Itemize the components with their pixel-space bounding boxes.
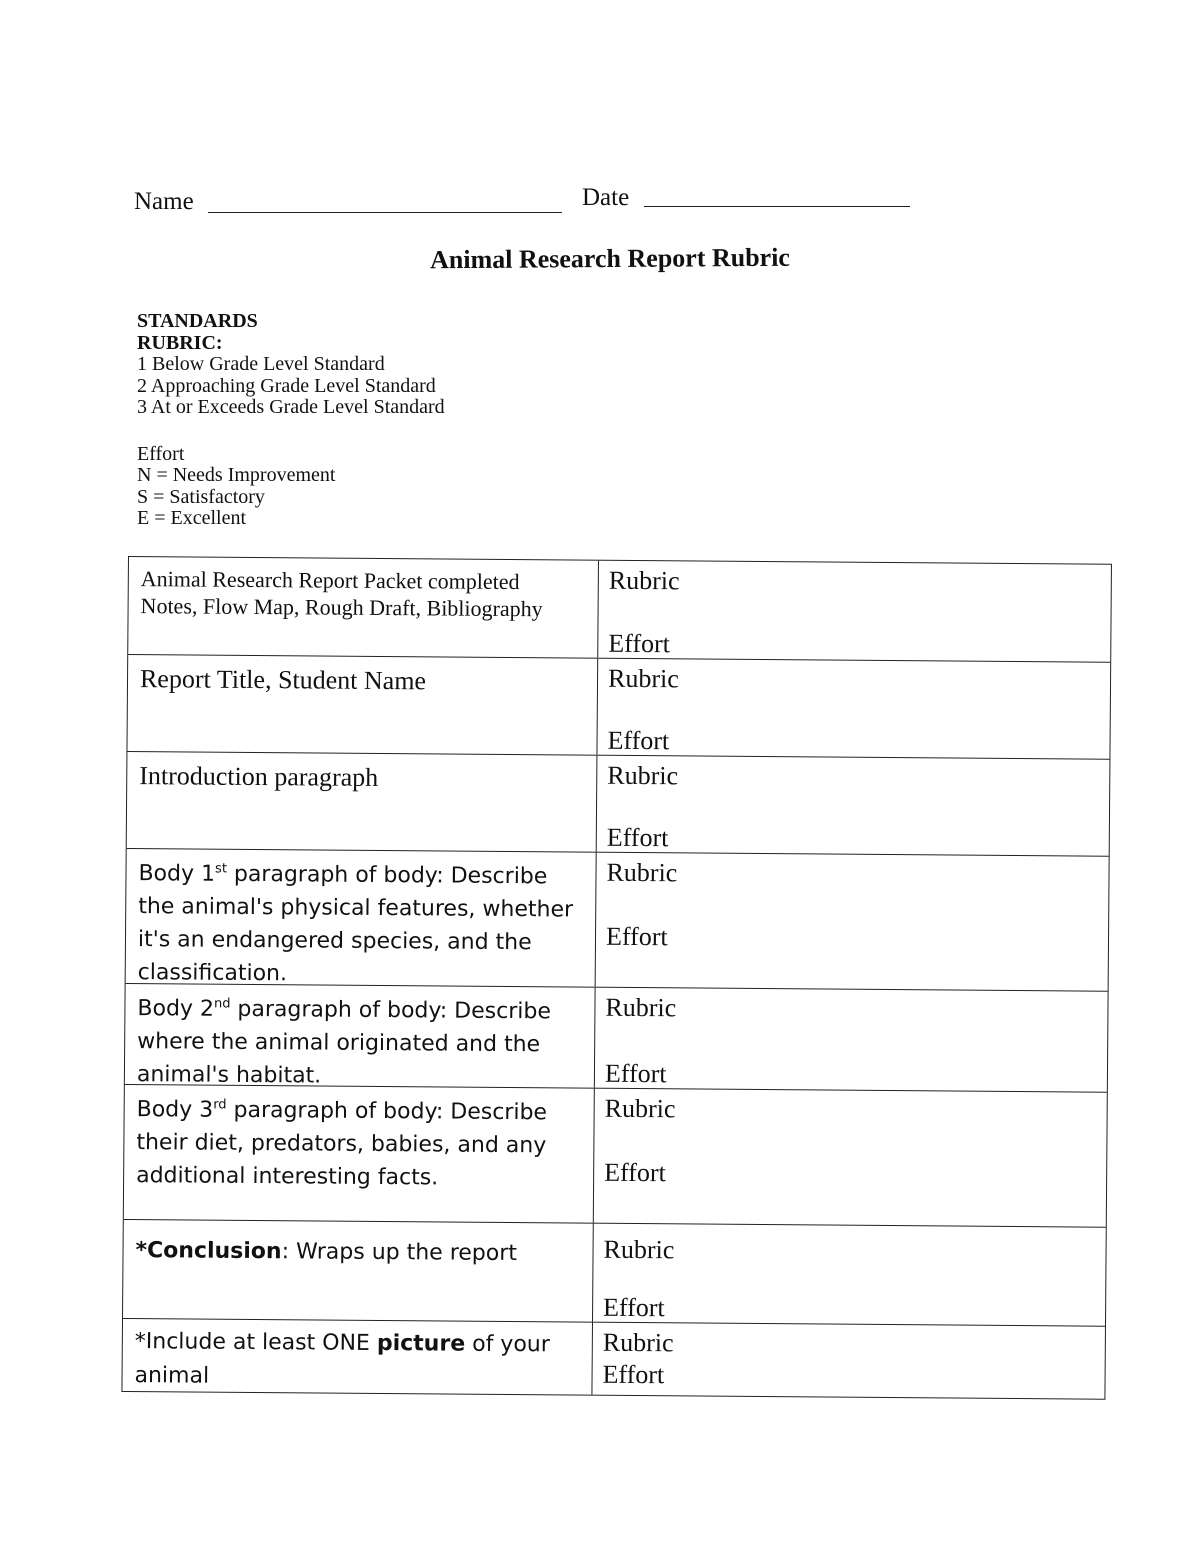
table-row (127, 654, 1110, 759)
rubric-table (121, 556, 1112, 1400)
rubric-heading: RUBRIC: (137, 331, 223, 354)
legend-spacer (137, 419, 445, 444)
score-cell (595, 988, 1108, 1092)
rubric-score-label: Rubric (604, 1093, 676, 1124)
criterion-text: Introduction paragraph (139, 761, 379, 792)
table-row (126, 848, 1109, 991)
effort-score-label: Effort (603, 1292, 665, 1323)
criterion-text: Body 1 (138, 861, 216, 887)
criterion-cell (127, 655, 598, 755)
score-cell (596, 853, 1109, 991)
criterion-text: paragraph of body: Describe where the animal originated and the animal's habitat. (136, 996, 552, 1089)
table-row (124, 1084, 1107, 1227)
rubric-level-3: 3 At or Exceeds Grade Level Standard (137, 396, 445, 418)
criterion-text: : Wraps up the report (281, 1239, 518, 1267)
name-date-row (134, 184, 934, 224)
effort-score-label: Effort (608, 628, 671, 659)
table-row (123, 1219, 1106, 1326)
rubric-score-label: Rubric (606, 857, 678, 888)
criterion-text: paragraph of body: Describe their diet, predators, babies, and any additional interesting facts. (136, 1097, 548, 1191)
table-row (125, 983, 1108, 1092)
date-label: Date (582, 184, 630, 211)
date-blank-line (644, 206, 910, 207)
effort-score-label: Effort (605, 921, 668, 952)
effort-score-label: Effort (607, 725, 670, 756)
document-title: Animal Research Report Rubric (429, 242, 791, 275)
criterion-text: paragraph of body: Describe the animal's physical features, whether it's an endangered species, and the classification. (137, 861, 574, 987)
rubric-score-label: Rubric (603, 1234, 675, 1265)
criterion-text: of your animal (134, 1331, 550, 1389)
score-cell (594, 1089, 1107, 1227)
criterion-text: Body 3 (136, 1097, 214, 1123)
table-row (122, 1318, 1105, 1399)
standards-heading: STANDARDS (137, 310, 258, 332)
rubric-level-2: 2 Approaching Grade Level Standard (137, 374, 436, 397)
criterion-cell (128, 557, 599, 658)
effort-level-e: E = Excellent (137, 507, 247, 529)
effort-level-n: N = Needs Improvement (137, 464, 336, 486)
score-cell (598, 561, 1111, 662)
effort-score-label: Effort (602, 1359, 665, 1390)
effort-score-label: Effort (604, 1058, 667, 1089)
criterion-text: Notes, Flow Map, Rough Draft, Bibliography (140, 593, 543, 622)
name-blank-line (208, 212, 562, 213)
rubric-score-label: Rubric (607, 760, 679, 791)
effort-heading: Effort (137, 442, 185, 465)
rubric-score-label: Rubric (608, 565, 680, 596)
rubric-score-label: Rubric (605, 992, 677, 1023)
ordinal-suffix: st (215, 861, 228, 877)
criterion-cell (125, 984, 596, 1088)
criterion-text: Animal Research Report Packet completed (140, 566, 520, 595)
criterion-text-bold: picture (376, 1330, 466, 1357)
criterion-cell (122, 1319, 593, 1395)
table-row (127, 751, 1110, 856)
table-row (128, 557, 1111, 662)
score-cell (592, 1323, 1105, 1399)
rubric-score-label: Rubric (602, 1327, 674, 1358)
score-cell (597, 659, 1110, 759)
ordinal-suffix: rd (213, 1097, 227, 1113)
score-cell (593, 1224, 1106, 1326)
criterion-cell (126, 849, 597, 987)
ordinal-suffix: nd (213, 996, 231, 1012)
criterion-cell (124, 1085, 595, 1223)
criterion-cell (123, 1220, 594, 1322)
rubric-level-1: 1 Below Grade Level Standard (137, 353, 385, 375)
score-cell (597, 756, 1110, 856)
rubric-score-label: Rubric (607, 663, 679, 694)
criterion-text: *Include at least ONE (134, 1329, 377, 1356)
effort-score-label: Effort (606, 822, 669, 853)
criterion-text: Report Title, Student Name (139, 664, 427, 696)
criterion-text-bold: *Conclusion (135, 1238, 282, 1265)
criterion-text: Body 2 (137, 996, 215, 1022)
name-label: Name (134, 188, 194, 215)
criterion-cell (127, 752, 598, 852)
effort-score-label: Effort (604, 1157, 666, 1188)
grading-legend (137, 311, 445, 530)
effort-level-s: S = Satisfactory (137, 485, 265, 508)
